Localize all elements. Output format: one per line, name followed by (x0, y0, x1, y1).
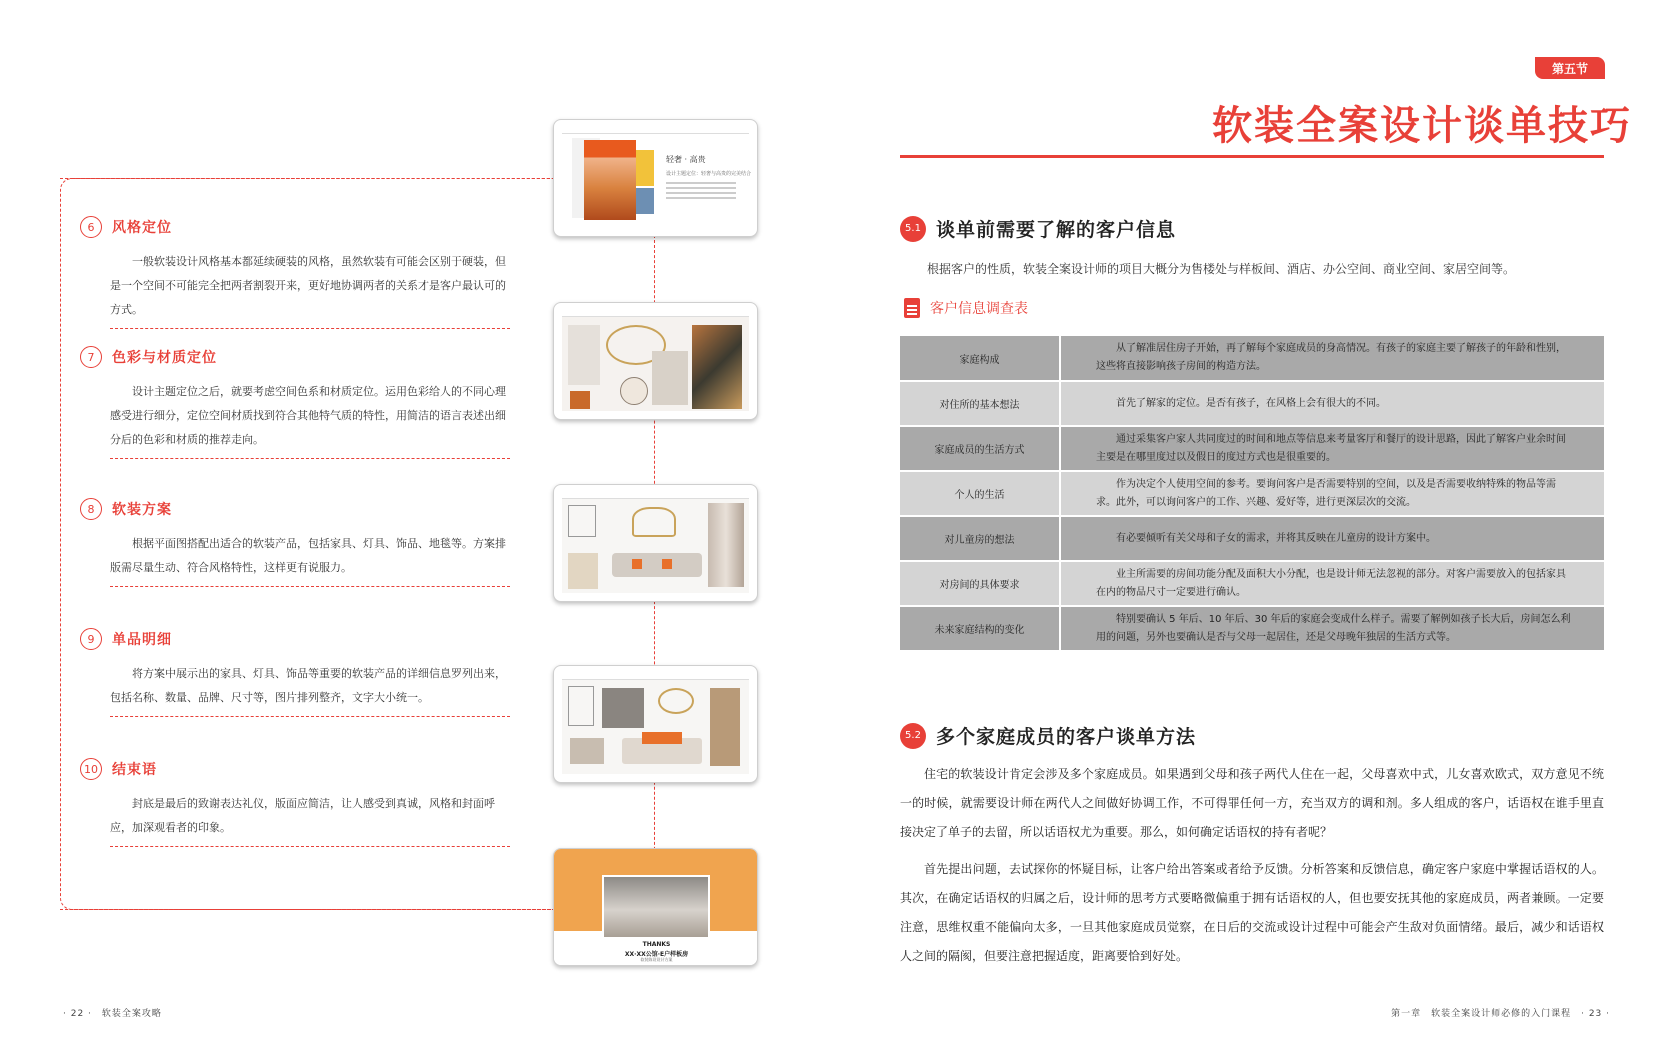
step-title: 风格定位 (112, 220, 172, 236)
section-heading-text: 谈单前需要了解的客户信息 (936, 219, 1177, 241)
dashed-connector-bottom (60, 909, 555, 910)
body-paragraph-1: 住宅的软装设计肯定会涉及多个家庭成员。如果遇到父母和孩子两代人住在一起，父母喜欢中式，儿女喜欢欧式，双方意见不统一的时候，就需要设计师在两代人之间做好协调工作，不可得罪任何一方，充当双方的调和剂。多人组成的客户，话语权在谁手里直接决定了单子的去留，所以话语权尤为重要。那么，如何确定话语权的持有者呢？ (900, 767, 1604, 839)
intro-paragraph: 根据客户的性质，软装全案设计师的项目大概分为售楼处与样板间、酒店、办公空间、商业空间、家居空间等。 (927, 262, 1516, 276)
document-icon (904, 298, 920, 318)
table-caption (904, 298, 1028, 318)
table-key: 未来家庭结构的变化 (900, 606, 1060, 651)
step-number: 6 (80, 216, 102, 238)
table-key: 家庭构成 (900, 336, 1060, 381)
table-caption-text: 客户信息调查表 (930, 301, 1028, 317)
table-row (900, 471, 1604, 516)
thumbnail-scheme-board (553, 484, 758, 602)
table-key: 对房间的具体要求 (900, 561, 1060, 606)
step-divider (110, 328, 510, 329)
step-body: 根据平面图搭配出适合的软装产品，包括家具、灯具、饰品、地毯等。方案排版需尽量生动、符合风格特性，这样更有说服力。 (110, 537, 506, 574)
step-color-material (80, 344, 510, 459)
table-value: 首先了解家的定位。是否有孩子，在风格上会有很大的不同。 (1060, 381, 1604, 426)
right-page (827, 0, 1654, 1044)
step-body: 一般软装设计风格基本都延续硬装的风格，虽然软装有可能会区别于硬装，但是一个空间不可能完全把两者割裂开来，更好地协调两者的关系才是客户最认可的方式。 (110, 255, 506, 316)
table-row (900, 516, 1604, 561)
table-key: 对儿童房的想法 (900, 516, 1060, 561)
section-heading-text: 多个家庭成员的客户谈单方法 (936, 726, 1197, 748)
step-soft-decoration-plan (80, 496, 510, 587)
step-closing (80, 756, 510, 847)
section-number: 5.2 (900, 723, 926, 749)
step-title: 结束语 (112, 762, 157, 778)
table-key: 个人的生活 (900, 471, 1060, 516)
thumbnail-color-material-board (553, 302, 758, 420)
step-divider (110, 716, 510, 717)
page-footer-right: 第一章 软装全案设计师必修的入门课程 · 23 · (1391, 1009, 1610, 1019)
thumbnail-item-board (553, 665, 758, 783)
step-title: 软装方案 (112, 502, 172, 518)
table-key: 对住所的基本想法 (900, 381, 1060, 426)
step-divider (110, 586, 510, 587)
body-paragraph-2: 首先提出问题，去试探你的怀疑目标，让客户给出答案或者给予反馈。分析答案和反馈信息，确定客户家庭中掌握话语权的人。其次，在确定话语权的归属之后，设计师的思考方式要略微偏重于拥有话语权的人，但也要安抚其他的家庭成员，两者兼顾。一定要注意，思维权重不能偏向太多，一旦其他家庭成员觉察，在日后的交流或设计过程中可能会产生敌对负面情绪。最后，减少和话语权人之间的隔阂，但要注意把握适度，距离要恰到好处。 (900, 862, 1604, 963)
table-row (900, 336, 1604, 381)
table-value: 业主所需要的房间功能分配及面积大小分配，也是设计师无法忽视的部分。对客户需要放入的包括家具在内的物品尺寸一定要进行确认。 (1060, 561, 1604, 606)
step-divider (110, 846, 510, 847)
table-row (900, 561, 1604, 606)
table-row (900, 426, 1604, 471)
step-style-positioning (80, 214, 510, 329)
step-body: 设计主题定位之后，就要考虑空间色系和材质定位。运用色彩给人的不同心理感受进行细分，定位空间材质找到符合其他特气质的特性，用简洁的语言表述出细分后的色彩和材质的推荐走向。 (110, 385, 506, 446)
step-title: 单品明细 (112, 632, 172, 648)
section-heading-5-2 (900, 722, 1196, 749)
thumb-caption: 轻奢 · 高贵 (666, 155, 706, 164)
table-row (900, 606, 1604, 651)
table-value: 特别要确认 5 年后、10 年后、30 年后的家庭会变成什么样子。需要了解例如孩子长大后，房间怎么利用的问题，另外也要确认是否与父母一起居住，还是父母晚年独居的生活方式等。 (1060, 606, 1604, 651)
step-body: 封底是最后的致谢表达礼仪，版面应简洁，让人感受到真诚，风格和封面呼应，加深观看者的印象。 (110, 797, 495, 834)
thumb-plan-name: 软装陈设设计方案 (640, 957, 673, 962)
thumbnail-style-board (553, 119, 758, 237)
step-title: 色彩与材质定位 (112, 350, 217, 366)
dashed-connector-top (60, 178, 555, 179)
section-number: 5.1 (900, 216, 926, 242)
client-info-table (900, 336, 1604, 652)
thumb-thanks: THANKS (642, 941, 671, 948)
section-badge: 第五节 (1535, 57, 1605, 79)
step-number: 9 (80, 628, 102, 650)
table-value: 通过采集客户家人共同度过的时间和地点等信息来考量客厅和餐厅的设计思路，因此了解客户业余时间主要是在哪里度过以及假日的度过方式也是很重要的。 (1060, 426, 1604, 471)
thumb-subcaption: 设计主题定位：轻奢与高贵的完美结合 (666, 171, 752, 177)
title-underline (900, 155, 1604, 158)
thumb-project-name: XX·XX公馆·E户样板房 (624, 951, 689, 958)
thumbnail-closing-page (553, 848, 758, 966)
step-number: 8 (80, 498, 102, 520)
table-value: 有必要倾听有关父母和子女的需求，并将其反映在儿童房的设计方案中。 (1060, 516, 1604, 561)
table-key: 家庭成员的生活方式 (900, 426, 1060, 471)
step-number: 7 (80, 346, 102, 368)
table-value: 从了解准居住房子开始，再了解每个家庭成员的身高情况。有孩子的家庭主要了解孩子的年龄和性别，这些将直接影响孩子房间的构造方法。 (1060, 336, 1604, 381)
table-value: 作为决定个人使用空间的参考。要询问客户是否需要特别的空间，以及是否需要收纳特殊的物品等需求。此外，可以询问客户的工作、兴趣、爱好等，进行更深层次的交流。 (1060, 471, 1604, 516)
section-heading-5-1 (900, 215, 1176, 242)
table-row (900, 381, 1604, 426)
step-number: 10 (80, 758, 102, 780)
page-title: 软装全案设计谈单技巧 (1212, 103, 1632, 149)
page-footer-left: · 22 · 软装全案攻略 (63, 1009, 162, 1019)
step-divider (110, 458, 510, 459)
step-item-details (80, 626, 510, 717)
step-body: 将方案中展示出的家具、灯具、饰品等重要的软装产品的详细信息罗列出来，包括名称、数量、品牌、尺寸等，图片排列整齐，文字大小统一。 (110, 667, 506, 704)
